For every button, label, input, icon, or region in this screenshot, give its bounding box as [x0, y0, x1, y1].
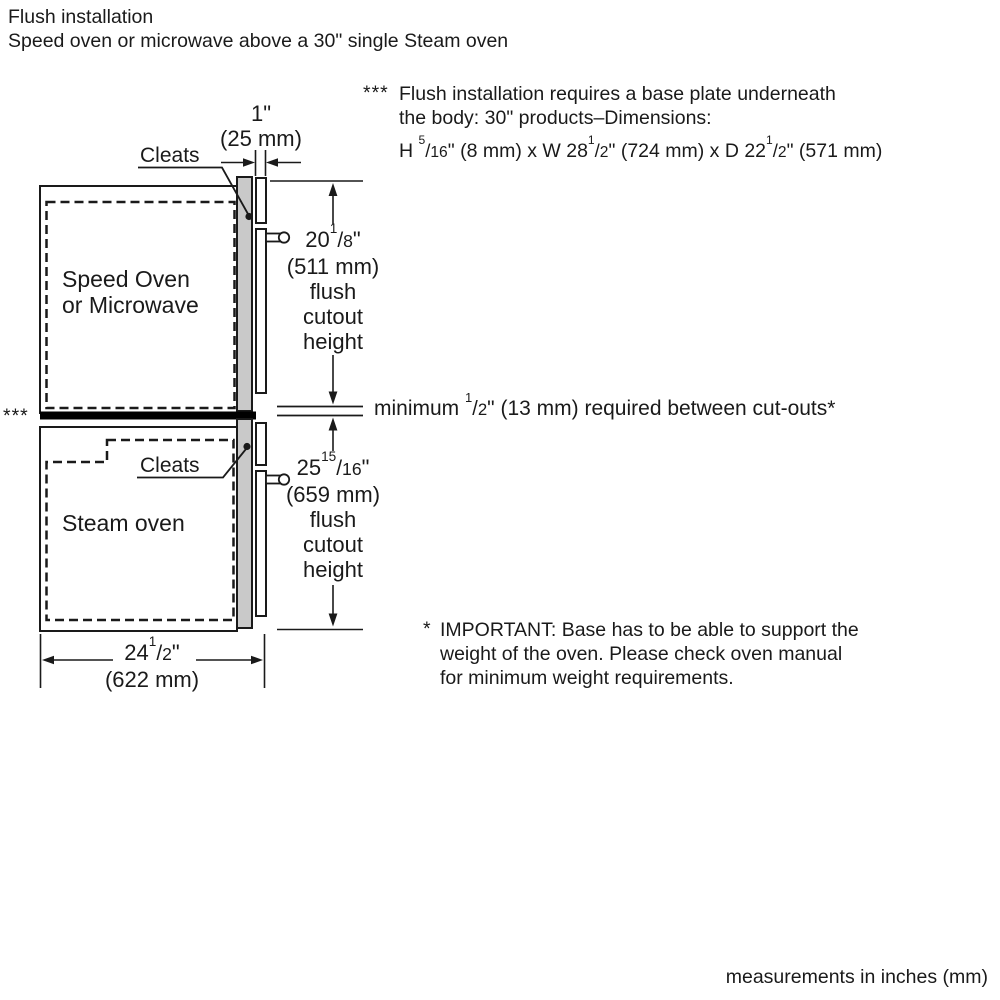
base-plate-bar: [40, 412, 256, 420]
dim-cleat-thickness-label: [211, 101, 311, 151]
dim-top-cutout-caption-line: height: [303, 329, 363, 354]
base-plate-note-line1: Flush installation requires a base plate underneath: [399, 83, 836, 105]
cleats-bottom-label: Cleats: [140, 454, 200, 477]
leader-dot-icon: [245, 213, 252, 220]
dim-top-cutout-inches: $20^1/8$": [305, 220, 361, 252]
arrow-up-icon: [329, 183, 338, 196]
page-title: Flush installation: [8, 6, 154, 28]
bottom-unit-label: Steam oven: [62, 510, 185, 536]
arrow-right-icon: [251, 656, 263, 665]
dim-bottom-cutout-caption-line: flush: [309, 507, 357, 532]
dim-bottom-cutout-label: [253, 448, 413, 582]
top-unit-label-line2: or Microwave: [62, 292, 199, 318]
cleats-top-label: Cleats: [140, 144, 200, 167]
dim-cleat-thickness-mm: (25 mm): [220, 126, 302, 151]
important-note-line2: weight of the oven. Please check oven manual: [440, 643, 843, 665]
arrow-left-icon: [42, 656, 54, 665]
base-plate-note-dimensions: H $^5$/16" (8 mm) x W $28^1/2$" (724 mm) x D $22^1/2$" (571 mm): [399, 133, 883, 162]
important-note: [440, 618, 859, 690]
dim-width-mm: (622 mm): [104, 667, 200, 692]
top-unit-label-line1: Speed Oven: [62, 266, 190, 292]
page-subtitle: Speed oven or microwave above a 30" single Steam oven: [8, 29, 509, 52]
dim-width-inches: $24^1/2$": [124, 633, 180, 665]
base-plate-note-line2: the body: 30" products–Dimensions:: [399, 106, 712, 129]
dim-width-label: [96, 633, 208, 693]
arrow-right-icon: [243, 158, 255, 167]
gap-note: minimum $^1$/2" (13 mm) required between cut-outs*: [374, 389, 836, 420]
base-plate-note: [399, 83, 882, 165]
important-note-line1: IMPORTANT: Base has to be able to support the: [440, 619, 859, 641]
dim-bottom-cutout-mm: (659 mm): [285, 482, 381, 507]
units-note: measurements in inches (mm): [725, 966, 988, 988]
base-plate-marker: ***: [3, 405, 29, 427]
important-note-line3: for minimum weight requirements.: [440, 667, 734, 689]
dim-top-cutout-caption-line: flush: [309, 279, 357, 304]
base-plate-note-marker: ***: [363, 82, 389, 104]
top-unit-label: [62, 266, 199, 318]
leader-dot-icon: [243, 443, 250, 450]
dim-top-cutout-label: [253, 220, 413, 354]
dim-cleat-thickness-lines: [221, 150, 301, 176]
dim-bottom-cutout-caption-line: height: [303, 557, 363, 582]
arrow-left-icon: [266, 158, 278, 167]
gap-between-cutouts-lines: [277, 407, 363, 416]
top-cleat-bar: [237, 177, 252, 411]
dim-bottom-cutout-inches: $25^{15}/16$": [296, 448, 370, 480]
important-note-marker: *: [423, 618, 431, 640]
arrow-down-icon: [329, 614, 338, 627]
arrow-up-icon: [329, 418, 338, 431]
dim-cleat-thickness-inches: 1": [250, 101, 272, 126]
dim-bottom-cutout-caption-line: cutout: [303, 532, 363, 557]
arrow-down-icon: [329, 392, 338, 405]
dim-top-cutout-mm: (511 mm): [286, 254, 380, 279]
dim-top-cutout-caption-line: cutout: [303, 304, 363, 329]
